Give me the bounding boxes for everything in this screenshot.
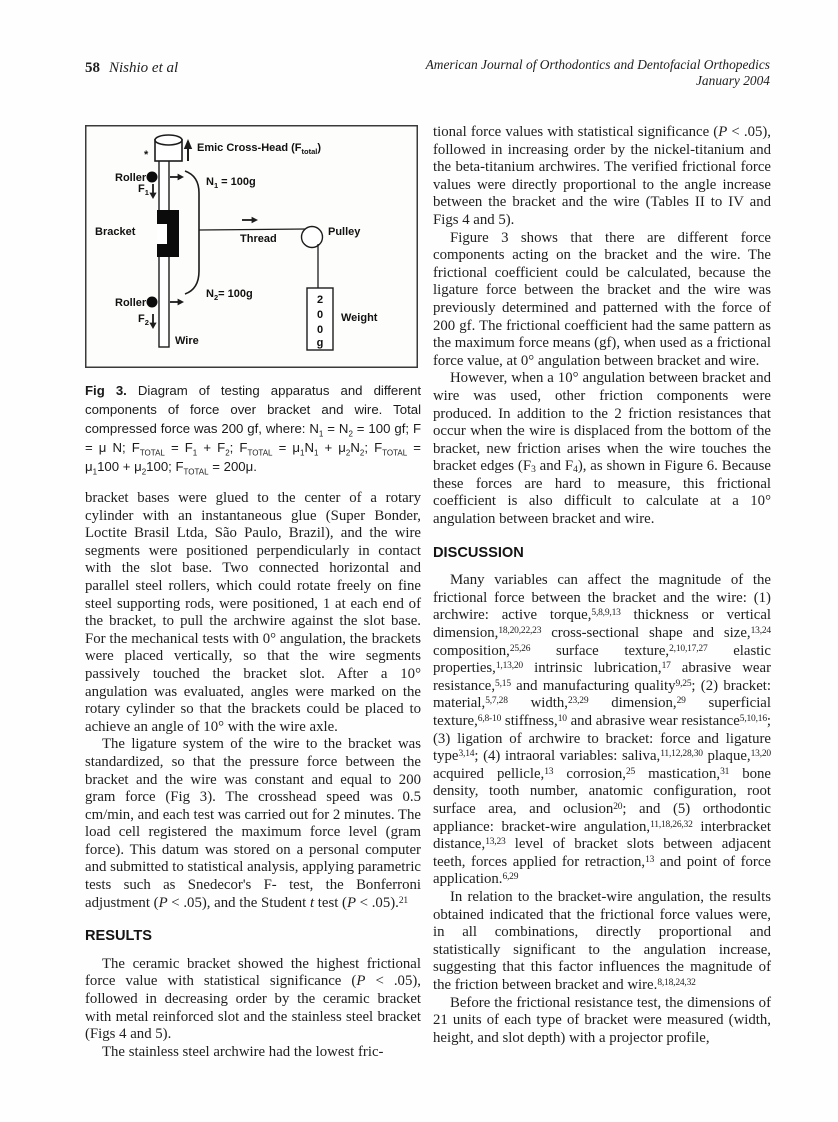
discussion-heading: DISCUSSION (433, 544, 524, 561)
weight-digit: 0 (316, 324, 324, 336)
page-number: 58 (85, 60, 100, 76)
para-results-1: The ceramic bracket showed the highest frictional force value with statistical significance (P < .05), followed in decreasing order by the ceramic bracket with metal reinforced slot and the stainless steel bracket (Figs 4 and 5). (85, 955, 421, 1043)
para-relation-angulation: In relation to the bracket-wire angulation, the results obtained indicated that the frictional force values were, in all combinations, directly proportional and statistically significant to the angulation increase, suggesting that this factor influences the magnitude of the friction between bracket and wire.$^{8,18,24,32}$ (433, 888, 771, 993)
n1-label: $N_1 = 100g$ (206, 176, 256, 190)
bracket-label: Bracket (95, 226, 136, 238)
running-header-right (426, 57, 770, 89)
para-before-test: Before the frictional resistance test, the dimensions of 21 units of each type of bracket were measured (width, height, and slot depth) with a projector profile, (433, 994, 771, 1046)
issue-date: January 2004 (695, 73, 770, 88)
asterisk-mark: * (144, 149, 149, 161)
para-ligature-system: The ligature system of the wire to the bracket was standardized, so that the pressure force between the bracket and the wire was constant and equal to 200 gram force (Fig 3). The crosshead speed was 0.5 cm/min, and each test was carried out for 2 minutes. The load cell registered the maximum force level (gram force). This datum was stored on a personal computer and submitted to statistical analysis, applying parametric tests such as Snedecor's F- test, the Bonferroni adjustment (P < .05), and the Student t test (P < .05).$^{21}$ (85, 736, 421, 911)
results-heading: RESULTS (85, 928, 153, 945)
running-authors: Nishio et al (109, 60, 179, 76)
para-results-2: The stainless steel archwire had the lowest fric- (102, 1043, 384, 1060)
n2-label: $N_2= 100g$ (206, 288, 253, 302)
weight-digit: 0 (316, 309, 324, 321)
figure-3 (85, 125, 418, 368)
roller-bottom-label: Roller (115, 297, 147, 309)
column-left (85, 490, 421, 1061)
crosshead-label: Emic Cross-Head $(F_{total})$ (197, 142, 322, 156)
f1-label: $F_1$ (138, 183, 149, 197)
para-however-angulation: However, when a 10° angulation between bracket and wire was used, other friction components were produced. In addition to the 2 friction resistances that occur when the wire is displaced from the bottom of the bracket, new friction arises when the wire touches the bracket edges ($F_3$ and $F_4$), as shown in Figure 6. Because these forces are hard to measure, this frictional coefficient is also difficult to calculate at a 10° angulation between bracket and wire. (433, 370, 771, 528)
crosshead-cylinder-top (155, 135, 182, 145)
journal-name: American Journal of Orthodontics and Dentofacial Orthopedics (425, 57, 770, 72)
roller-top-label: Roller (115, 172, 147, 184)
bracket-slot (157, 224, 167, 244)
wire-label: Wire (175, 335, 199, 347)
pulley-circle (302, 227, 323, 248)
weight-label: Weight (341, 312, 378, 324)
figure-frame (86, 126, 418, 368)
para-methods-continuation: bracket bases were glued to the center of a rotary cylinder with an instantaneous glue (Super Bonder, Loctite Brasil Ltda, São Paulo, Brazil), and the wire segments were positioned perpendicularly in contact with the slot base. Two connected horizontal and parallel steel rollers, which could rotate freely on fine steel supporting rods, were positioned, 1 at each end of the bracket, to pull the archwire against the slot base. For the mechanical tests with 0° angulation, the brackets were placed vertically, so that the wire segments passively touched the bracket slot. After a 10° angulation was evaluated, angles were marked on the rotary cylinder so that the brackets could be placed to achieve an angle of 10° with the wire axle. (85, 490, 421, 735)
weight-digit: g (316, 337, 324, 349)
para-figure3-forces: Figure 3 shows that there are different force components acting on the bracket and the wire. The frictional coefficient could be calculated, because the ligature force between the bracket and the wire was previously determined and patterned with the force of 200 gf. The frictional coefficient had the same pattern as the maximum force means (gf), when used as a frictional force value, at 0° angulation between bracket and wire. (433, 229, 771, 369)
roller-top-dot (147, 172, 158, 183)
testing-apparatus-diagram (85, 125, 418, 368)
figure-caption: Fig 3. Diagram of testing apparatus and different components of force over bracket and wire. Total compressed force was 200 gf, where: $N_1 = N_2 = 100$ gf; F = μ N; $F_{TOTAL} = F_1 + F_2$; $F_{TOTAL} = \mu_1N_1 + \mu_2N_2$; $F_{TOTAL} = \mu_1100 + \mu_2100$; $F_{TOTAL} = 200\mu$. (85, 383, 421, 477)
weight-digit: 2 (316, 294, 324, 306)
thread-label: Thread (240, 233, 277, 245)
para-results-continuation: tional force values with statistical significance (P < .05), followed in increasing order by the nickel-titanium and the beta-titanium archwires. The verified frictional force values were directly proportional to the angle increase between the bracket and the wire (Tables II to IV and Figs 4 and 5). (433, 124, 771, 228)
column-right (433, 124, 771, 1047)
pulley-label: Pulley (328, 226, 361, 238)
roller-bottom-dot (147, 297, 158, 308)
running-header-left (85, 60, 178, 77)
para-many-variables: Many variables can affect the magnitude of the frictional force between the bracket and the wire: (1) archwire: active torque,$^{5,8,9,13}$ thickness or vertical dimension,$^{18,20,22,23}$ cross-sectional shape and size,$^{13,24}$ composition,$^{25,26}$ surface texture,$^{2,10,17,27}$ elastic properties,$^{1,13,20}$ intrinsic lubrication,$^{17}$ abrasive wear resistance,$^{5,15}$ and manufacturing quality$^{9,25}$; (2) bracket: material,$^{5,7,28}$ width,$^{23,29}$ dimension,$^{29}$ superficial texture,$^{6,8-10}$ stiffness,$^{10}$ and abrasive wear resistance$^{5,10,16}$; (3) ligation of archwire to bracket: force and ligature type$^{3,14}$; (4) intraoral variables: saliva,$^{11,12,28,30}$ plaque,$^{13,20}$ acquired pellicle,$^{13}$ corrosion,$^{25}$ mastication,$^{31}$ bone density, tooth number, anatomic configuration, root surface area, and oclusion$^{20}$; and (5) orthodontic appliance: bracket-wire angulation,$^{11,18,26,32}$ interbracket distance,$^{13,23}$ level of bracket slots between adjacent teeth, forces applied for retraction,$^{13}$ and point of force application.$^{6,29}$ (433, 572, 772, 888)
f2-label: $F_2$ (138, 313, 149, 327)
